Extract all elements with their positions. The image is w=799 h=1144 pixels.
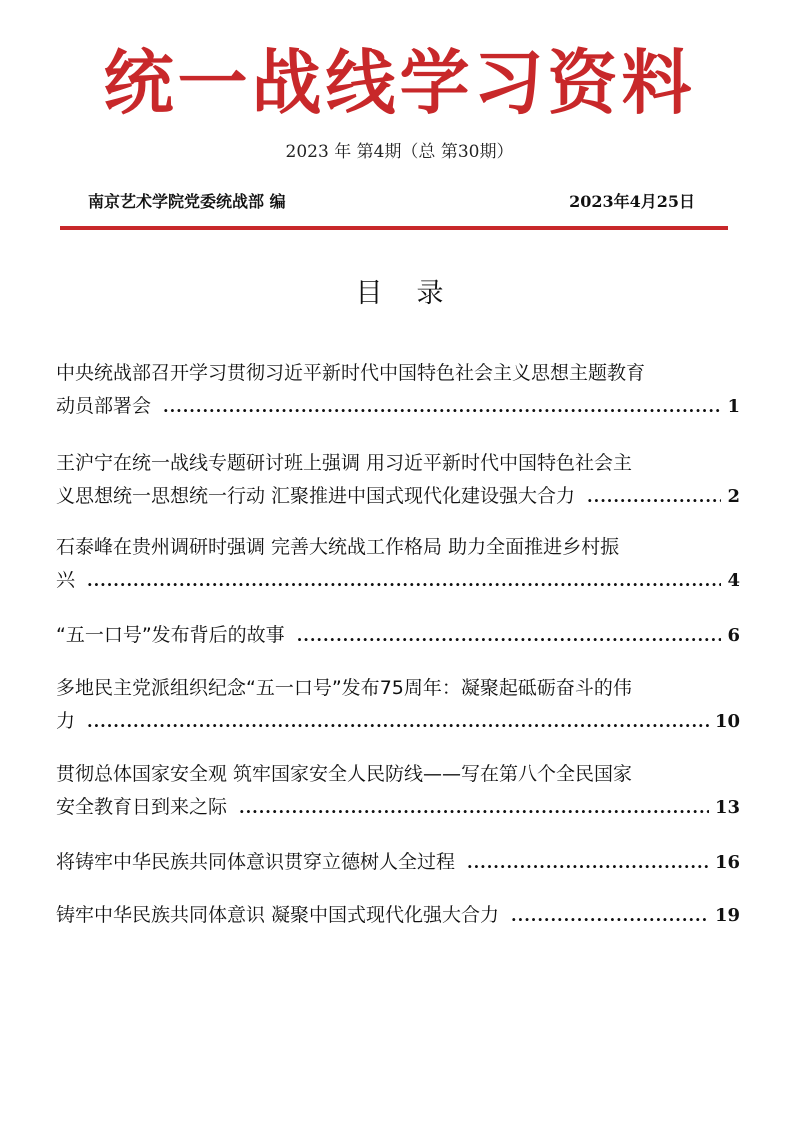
- dot-leader: [163, 390, 721, 423]
- toc-page-number: 2: [727, 486, 740, 507]
- dot-leader: [587, 480, 721, 513]
- toc-entry-title-line1: 多地民主党派组织纪念“五一口号”发布75周年：凝聚起砥砺奋斗的伟: [56, 677, 632, 699]
- toc-entry[interactable]: [56, 531, 740, 597]
- toc-entry-title-line2: 力: [56, 710, 76, 732]
- toc-entry-title-line2: 安全教育日到来之际: [56, 796, 228, 818]
- toc-page-number: 16: [714, 852, 740, 873]
- dot-leader: [297, 619, 722, 652]
- toc-list: [56, 357, 740, 932]
- toc-page-number: 4: [727, 570, 740, 591]
- toc-entry-title-line2: 兴: [56, 569, 76, 591]
- publication-date: 2023年4月25日: [569, 192, 695, 211]
- masthead-title: 统一战线学习资料: [103, 41, 696, 124]
- toc-entry-title-line1: 王沪宁在统一战线专题研讨班上强调 用习近平新时代中国特色社会主: [56, 452, 633, 474]
- toc-entry[interactable]: [56, 619, 740, 652]
- dot-leader: [511, 899, 709, 932]
- toc-entry-title-line1: 贯彻总体国家安全观 筑牢国家安全人民防线——写在第八个全民国家: [56, 763, 633, 785]
- toc-entry[interactable]: [56, 357, 740, 423]
- toc-entry-title: “五一口号”发布背后的故事: [56, 624, 285, 646]
- dot-leader: [239, 791, 709, 824]
- dot-leader: [87, 705, 709, 738]
- toc-page-number: 13: [714, 797, 740, 818]
- header-divider: [60, 226, 728, 230]
- toc-entry-title-line1: 中央统战部召开学习贯彻习近平新时代中国特色社会主义思想主题教育: [56, 362, 646, 384]
- toc-entry[interactable]: [56, 758, 740, 824]
- dot-leader: [467, 846, 709, 879]
- toc-entry[interactable]: [56, 846, 740, 879]
- toc-entry-title-line1: 石泰峰在贵州调研时强调 完善大统战工作格局 助力全面推进乡村振: [56, 536, 620, 558]
- toc-entry-title: 将铸牢中华民族共同体意识贯穿立德树人全过程: [56, 851, 456, 873]
- toc-page-number: 1: [727, 396, 740, 417]
- toc-entry[interactable]: [56, 672, 740, 738]
- toc-entry-title-line2: 动员部署会: [56, 395, 152, 417]
- toc-entry-title-line2: 义思想统一思想统一行动 汇聚推进中国式现代化建设强大合力: [56, 485, 576, 507]
- dot-leader: [87, 564, 721, 597]
- editor-credit: 南京艺术学院党委统战部 编: [88, 192, 286, 211]
- toc-page-number: 10: [714, 711, 740, 732]
- toc-entry-title: 铸牢中华民族共同体意识 凝聚中国式现代化强大合力: [56, 904, 500, 926]
- toc-heading: 目录: [355, 278, 478, 309]
- toc-entry[interactable]: [56, 447, 740, 513]
- toc-page-number: 19: [714, 905, 740, 926]
- issue-number: 2023 年 第4期（总 第30期）: [285, 142, 514, 162]
- toc-page-number: 6: [727, 625, 740, 646]
- toc-entry[interactable]: [56, 899, 740, 932]
